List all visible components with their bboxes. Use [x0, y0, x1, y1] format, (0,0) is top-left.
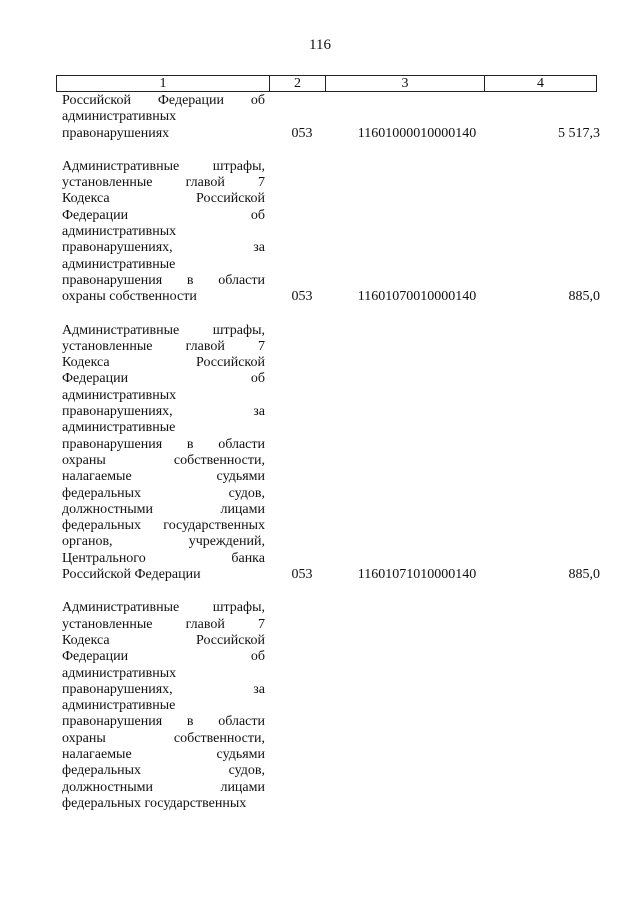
description-line: правонарушениях — [62, 125, 170, 141]
description-line: Административные штрафы, — [62, 600, 265, 616]
description-line: Административные штрафы, — [62, 322, 265, 338]
row-description — [62, 159, 265, 306]
description-line: установленные главой 7 — [62, 338, 265, 354]
description-line: правонарушения в области — [62, 272, 265, 288]
row-description — [62, 323, 265, 584]
header-col-2: 2 — [270, 76, 326, 91]
description-line: Кодекса Российской — [62, 632, 265, 648]
description-line: налагаемые судьями — [62, 746, 265, 762]
description-line: правонарушениях, за — [62, 240, 265, 256]
description-line: правонарушениях, за — [62, 404, 265, 420]
row-admin-code: 053 — [291, 125, 313, 141]
row-budget-code: 11601070010000140 — [357, 289, 477, 305]
row-admin-code: 053 — [291, 289, 313, 305]
description-line: правонарушения в области — [62, 714, 265, 730]
header-col-3: 3 — [326, 76, 485, 91]
row-admin-code: 053 — [291, 567, 313, 583]
description-line: Кодекса Российской — [62, 355, 265, 371]
table-row — [62, 600, 602, 812]
description-line: налагаемые судьями — [62, 469, 265, 485]
description-line: федеральных судов, — [62, 485, 265, 501]
description-line: Федерации об — [62, 649, 265, 665]
row-description — [62, 600, 265, 812]
description-line: федеральных судов, — [62, 763, 265, 779]
row-amount: 885,0 — [568, 289, 600, 305]
description-line: административные — [62, 420, 176, 436]
description-line: Федерации об — [62, 207, 265, 223]
row-amount: 885,0 — [568, 567, 600, 583]
description-line: охраны собственности, — [62, 452, 265, 468]
description-line: установленные главой 7 — [62, 175, 265, 191]
description-line: Российской Федерации об — [62, 93, 265, 108]
page-number: 116 — [309, 37, 331, 53]
description-line: Федерации об — [62, 371, 265, 387]
description-line: Кодекса Российской — [62, 191, 265, 207]
description-line: федеральных государственных — [62, 518, 265, 534]
header-col-1: 1 — [57, 76, 270, 91]
row-description — [62, 93, 265, 142]
header-col-4: 4 — [537, 76, 544, 91]
description-line: органов, учреждений, — [62, 534, 265, 550]
row-budget-code: 11601071010000140 — [357, 567, 477, 583]
description-line: правонарушениях, за — [62, 681, 265, 697]
description-line: административных — [62, 224, 177, 240]
description-line: административные — [62, 698, 176, 714]
description-line: административных — [62, 109, 177, 125]
table-row — [62, 159, 602, 306]
row-amount: 5 517,3 — [558, 125, 600, 141]
description-line: Административные штрафы, — [62, 158, 265, 174]
description-line: должностными лицами — [62, 501, 265, 517]
description-line: установленные главой 7 — [62, 616, 265, 632]
table-body — [62, 93, 602, 829]
description-line: должностными лицами — [62, 779, 265, 795]
row-budget-code: 11601000010000140 — [357, 125, 477, 141]
table-header — [56, 75, 597, 92]
description-line: Центрального банка — [62, 550, 265, 566]
description-line: административные — [62, 256, 176, 272]
description-line: административных — [62, 387, 177, 403]
description-line: охраны собственности — [62, 289, 197, 305]
description-line: административных — [62, 665, 177, 681]
description-line: федеральных государственных — [62, 795, 247, 811]
description-line: Российской Федерации — [62, 567, 201, 583]
description-line: правонарушения в области — [62, 436, 265, 452]
table-row — [62, 93, 602, 142]
description-line: охраны собственности, — [62, 730, 265, 746]
table-row — [62, 323, 602, 584]
